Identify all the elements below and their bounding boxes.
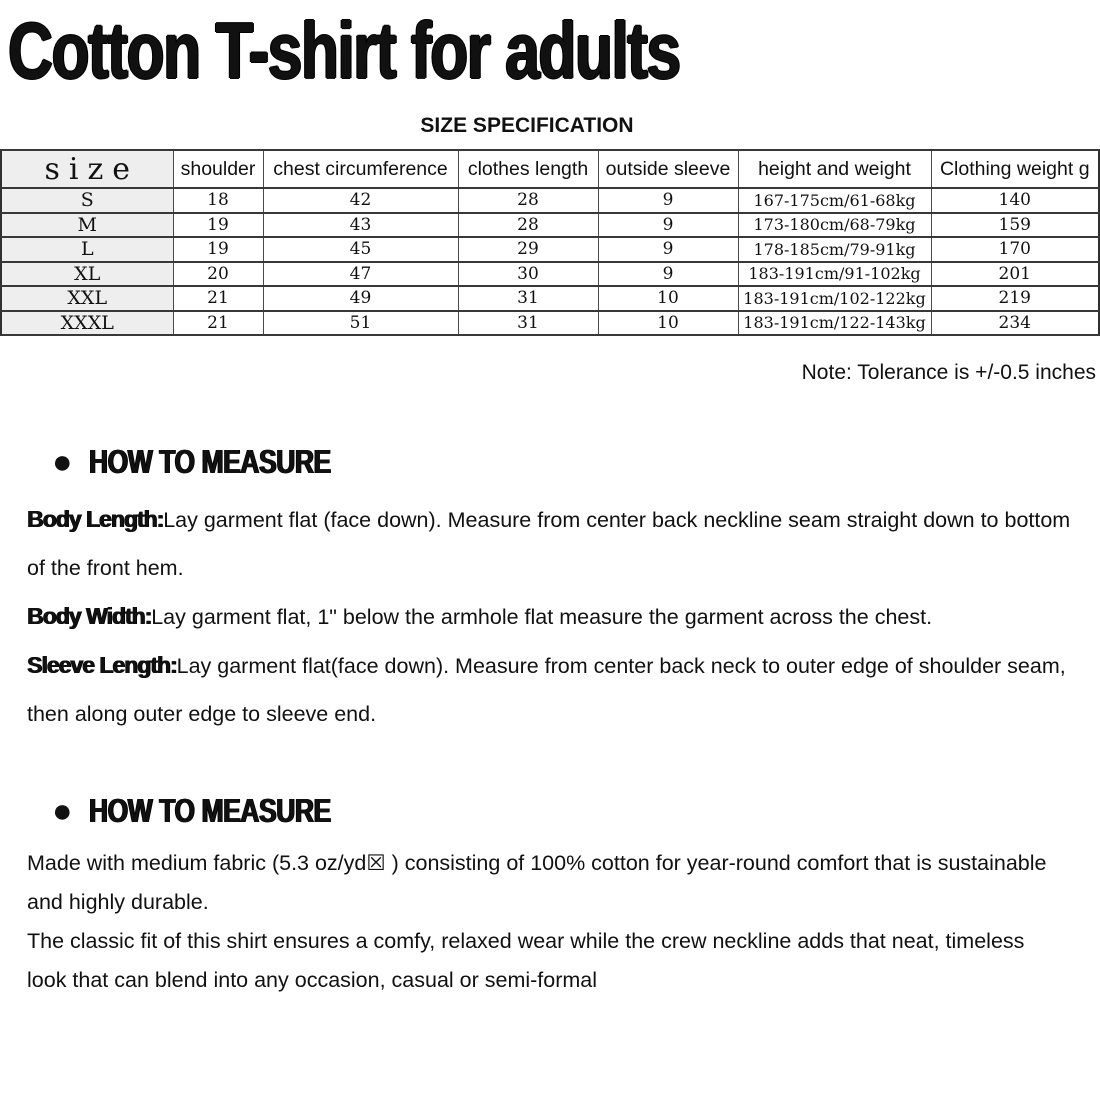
- header-cell-outside-sleeve: outside sleeve: [598, 150, 738, 188]
- measure-section-2-title: HOW TO MEASURE: [88, 792, 331, 829]
- measure-instructions: [27, 495, 1077, 738]
- page-title-text: Cotton T-shirt for adults: [8, 6, 680, 95]
- table-cell: 159: [931, 213, 1099, 238]
- tolerance-note: Note: Tolerance is +/-0.5 inches: [801, 361, 1096, 384]
- table-cell: 49: [263, 286, 458, 311]
- header-cell-clothes-length: clothes length: [458, 150, 598, 188]
- measure-item-sleeve-length: [27, 641, 1077, 738]
- table-cell: XL: [1, 262, 173, 287]
- header-cell-size: size: [1, 150, 173, 188]
- table-cell: 234: [931, 311, 1099, 336]
- table-row-xl: [1, 262, 1099, 287]
- table-cell: 10: [598, 311, 738, 336]
- fabric-description: Made with medium fabric (5.3 oz/yd☒ ) consisting of 100% cotton for year-round comfort that is sustainable and highly durable.: [27, 851, 1047, 914]
- table-cell: 28: [458, 188, 598, 213]
- table-cell: 45: [263, 237, 458, 262]
- table-cell: 21: [173, 311, 263, 336]
- measure-section-1-heading: [52, 445, 1100, 479]
- table-row-m: [1, 213, 1099, 238]
- table-cell: 170: [931, 237, 1099, 262]
- table-row-xxxl: [1, 311, 1099, 336]
- table-cell: 219: [931, 286, 1099, 311]
- header-cell-shoulder: shoulder: [173, 150, 263, 188]
- page-title: [8, 6, 1100, 98]
- table-cell: 9: [598, 262, 738, 287]
- sleeve-length-text: Lay garment flat(face down). Measure from center back neck to outer edge of shoulder seam, then along outer edge to sleeve end.: [27, 654, 1066, 726]
- table-cell: 20: [173, 262, 263, 287]
- table-cell: M: [1, 213, 173, 238]
- table-cell: XXL: [1, 286, 173, 311]
- table-cell: 173-180cm/68-79kg: [738, 213, 931, 238]
- table-cell: 10: [598, 286, 738, 311]
- body-length-text: Lay garment flat (face down). Measure from center back neckline seam straight down to bottom of the front hem.: [27, 508, 1071, 580]
- table-cell: 31: [458, 311, 598, 336]
- bullet-icon: ●: [52, 792, 73, 830]
- table-cell: S: [1, 188, 173, 213]
- table-cell: 140: [931, 188, 1099, 213]
- table-cell: 201: [931, 262, 1099, 287]
- table-cell: 47: [263, 262, 458, 287]
- table-cell: 29: [458, 237, 598, 262]
- table-cell: 183-191cm/91-102kg: [738, 262, 931, 287]
- measure-section-2-heading: [52, 794, 1100, 828]
- table-cell: 21: [173, 286, 263, 311]
- table-cell: 178-185cm/79-91kg: [738, 237, 931, 262]
- table-cell: 183-191cm/122-143kg: [738, 311, 931, 336]
- table-cell: 167-175cm/61-68kg: [738, 188, 931, 213]
- table-cell: 9: [598, 188, 738, 213]
- fit-description: The classic fit of this shirt ensures a comfy, relaxed wear while the crew neckline adds that neat, timeless look that can blend into any occasion, casual or semi-formal: [27, 929, 1025, 992]
- table-cell: 43: [263, 213, 458, 238]
- measure-item-body-width: [27, 592, 1077, 641]
- page-subtitle: SIZE SPECIFICATION: [420, 114, 634, 137]
- table-header-row: [1, 150, 1099, 188]
- table-cell: 42: [263, 188, 458, 213]
- table-cell: 18: [173, 188, 263, 213]
- table-cell: 51: [263, 311, 458, 336]
- body-length-label: Body Length:: [27, 506, 164, 532]
- table-cell: 30: [458, 262, 598, 287]
- table-cell: 31: [458, 286, 598, 311]
- sleeve-length-label: Sleeve Length:: [27, 652, 177, 678]
- body-width-label: Body Width:: [27, 603, 152, 629]
- size-specification-table: [0, 149, 1100, 336]
- bullet-icon: ●: [52, 443, 73, 481]
- measure-section-1-title: HOW TO MEASURE: [88, 443, 331, 480]
- table-cell: 19: [173, 237, 263, 262]
- measure-item-body-length: [27, 495, 1077, 592]
- product-description: [27, 844, 1057, 1000]
- table-cell: L: [1, 237, 173, 262]
- body-width-text: Lay garment flat, 1" below the armhole flat measure the garment across the chest.: [151, 605, 933, 629]
- header-cell-chest-circumference: chest circumference: [263, 150, 458, 188]
- table-row-xxl: [1, 286, 1099, 311]
- table-cell: 183-191cm/102-122kg: [738, 286, 931, 311]
- table-cell: XXXL: [1, 311, 173, 336]
- table-cell: 19: [173, 213, 263, 238]
- table-cell: 28: [458, 213, 598, 238]
- header-cell-clothing-weight: Clothing weight g: [931, 150, 1099, 188]
- table-row-l: [1, 237, 1099, 262]
- table-row-s: [1, 188, 1099, 213]
- table-cell: 9: [598, 213, 738, 238]
- header-cell-height-and-weight: height and weight: [738, 150, 931, 188]
- table-cell: 9: [598, 237, 738, 262]
